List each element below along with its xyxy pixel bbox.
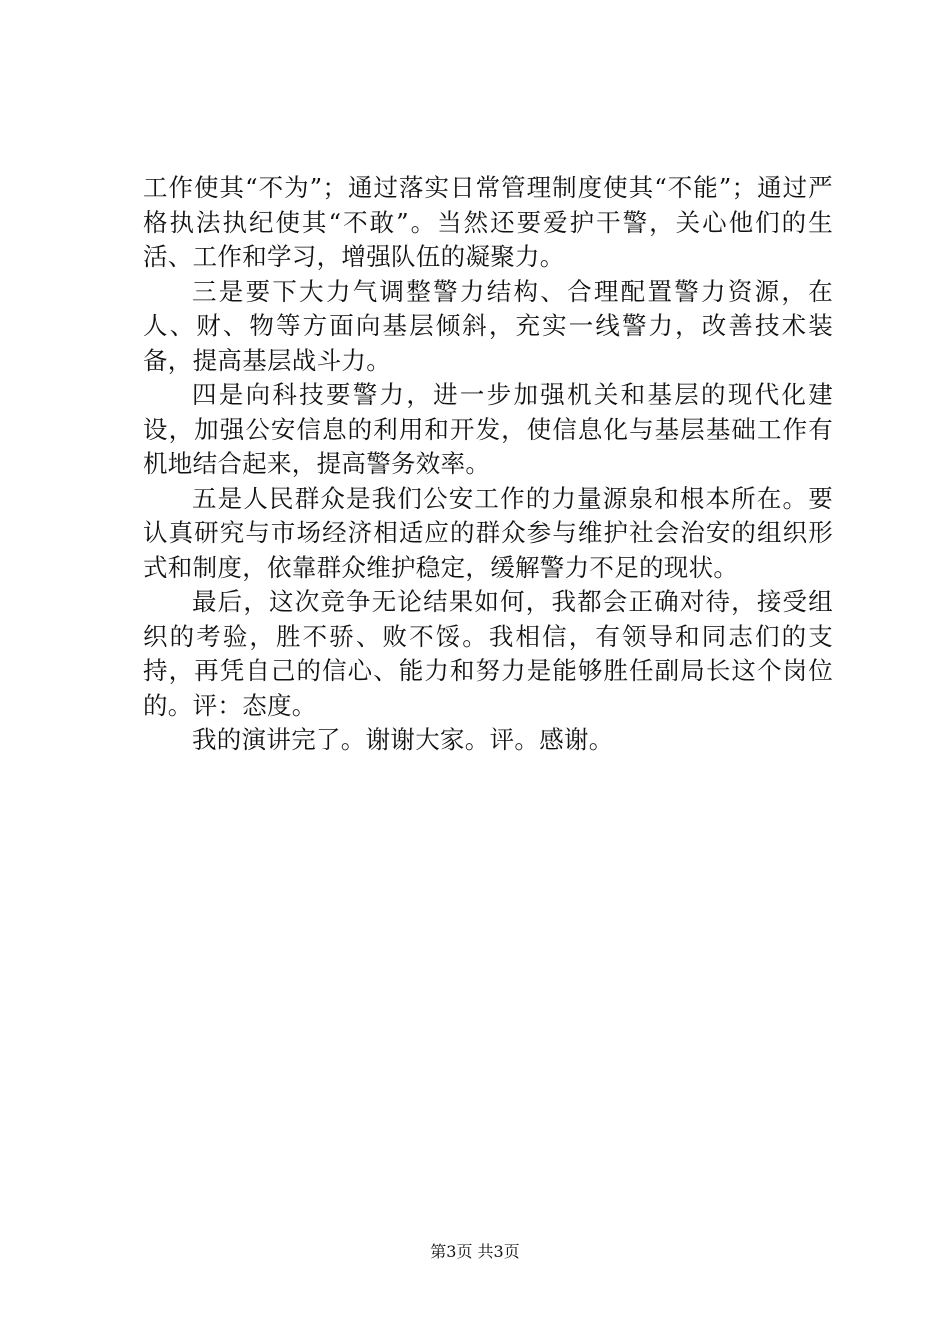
paragraph-conclusion: 最后，这次竞争无论结果如何，我都会正确对待，接受组织的考验，胜不骄、败不馁。我相信，有领导和同志们的支持，再凭自己的信心、能力和努力是能够胜任副局长这个岗位的。评：态度。 [143, 587, 833, 720]
paragraph-point-four: 四是向科技要警力，进一步加强机关和基层的现代化建设，加强公安信息的利用和开发，使信息化与基层基础工作有机地结合起来，提高警务效率。 [143, 380, 833, 478]
paragraph-continuation: 工作使其“不为”；通过落实日常管理制度使其“不能”；通过严格执法执纪使其“不敢”。当然还要爱护干警，关心他们的生活、工作和学习，增强队伍的凝聚力。 [143, 173, 833, 271]
paragraph-point-three: 三是要下大力气调整警力结构、合理配置警力资源，在人、财、物等方面向基层倾斜，充实一线警力，改善技术装备，提高基层战斗力。 [143, 276, 833, 375]
page-footer: 第3页 共3页 [430, 1242, 520, 1261]
paragraph-point-five: 五是人民群众是我们公安工作的力量源泉和根本所在。要认真研究与市场经济相适应的群众参与维护社会治安的组织形式和制度，依靠群众维护稳定，缓解警力不足的现状。 [143, 483, 833, 582]
document-body [143, 171, 833, 758]
paragraph-closing: 我的演讲完了。谢谢大家。评。感谢。 [192, 725, 614, 754]
